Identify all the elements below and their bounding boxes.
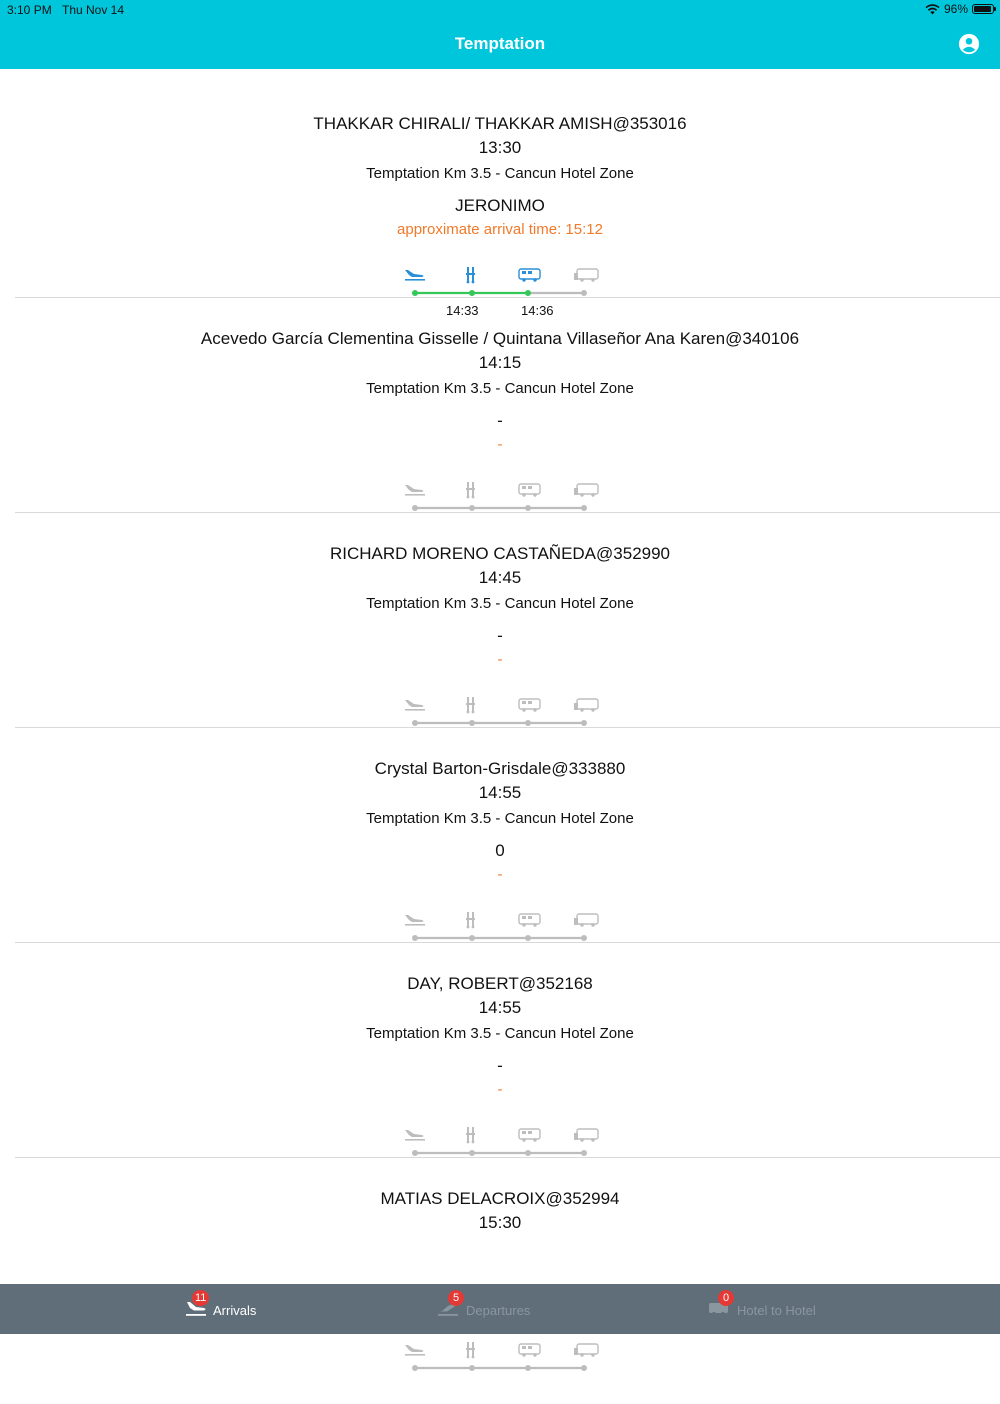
progress-tracker (404, 264, 600, 298)
card-divider (15, 297, 1000, 298)
tab-badge: 5 (448, 1290, 464, 1306)
passenger-name: Crystal Barton-Grisdale@333880 (374, 759, 626, 778)
progress-dot (412, 935, 418, 941)
hotel-name: Temptation Km 3.5 - Cancun Hotel Zone (366, 380, 634, 397)
progress-tracker-wrap (404, 909, 600, 943)
hotel-name: Temptation Km 3.5 - Cancun Hotel Zone (366, 810, 634, 827)
progress-tracker-wrap (404, 1124, 600, 1158)
plane-landing-icon (405, 485, 425, 496)
van-hotel-icon (574, 699, 598, 712)
baggage-icon (466, 1342, 475, 1358)
passenger-name: THAKKAR CHIRALI/ THAKKAR AMISH@353016 (313, 114, 687, 133)
card-divider (15, 942, 1000, 943)
baggage-icon (466, 697, 475, 713)
baggage-icon (466, 1127, 475, 1143)
tab-label: Arrivals (213, 1303, 257, 1318)
tab-label: Hotel to Hotel (737, 1303, 816, 1318)
progress-tracker (404, 1124, 600, 1158)
van-icon (519, 1344, 540, 1357)
baggage-icon (466, 912, 475, 928)
progress-dot (469, 1365, 475, 1371)
tab-bar (0, 1284, 1000, 1334)
progress-dot (412, 290, 418, 296)
eta-text: - (497, 1081, 503, 1098)
van-hotel-icon (574, 914, 598, 927)
baggage-icon (466, 482, 475, 498)
progress-dot (412, 1365, 418, 1371)
van-hotel-icon (574, 484, 598, 497)
progress-dot (469, 935, 475, 941)
driver-name: - (497, 626, 503, 645)
progress-dot (412, 1150, 418, 1156)
progress-dot (525, 720, 531, 726)
eta-text: - (497, 866, 503, 883)
status-bar (0, 0, 1000, 20)
progress-dot (525, 290, 531, 296)
card-divider (15, 727, 1000, 728)
eta-text: - (497, 436, 503, 453)
progress-dot (525, 1150, 531, 1156)
progress-dot (525, 935, 531, 941)
progress-dot (581, 1365, 587, 1371)
arrival-time: 13:30 (478, 138, 522, 157)
status-date: Thu Nov 14 (62, 3, 125, 17)
arrival-time: 14:55 (478, 783, 522, 802)
arrival-time: 15:30 (478, 1213, 522, 1232)
tab-hotel-to-hotel[interactable] (708, 1284, 868, 1334)
passenger-name: Acevedo García Clementina Gisselle / Quintana Villaseñor Ana Karen@340106 (200, 329, 800, 348)
progress-dot (581, 720, 587, 726)
hotel-name: Temptation Km 3.5 - Cancun Hotel Zone (366, 165, 634, 182)
progress-dot (469, 290, 475, 296)
card-divider (15, 512, 1000, 513)
progress-dot (581, 935, 587, 941)
progress-dot (525, 505, 531, 511)
van-icon (519, 699, 540, 712)
baggage-icon (466, 267, 475, 283)
battery-percent: 96% (943, 2, 968, 16)
progress-dot (412, 720, 418, 726)
passenger-name: MATIAS DELACROIX@352994 (380, 1189, 620, 1208)
van-icon (519, 914, 540, 927)
wifi-icon (925, 4, 940, 15)
driver-name: - (497, 411, 503, 430)
plane-landing-icon (405, 270, 425, 281)
plane-landing-icon (405, 1345, 425, 1356)
account-circle-icon[interactable] (958, 33, 980, 55)
eta-text: - (497, 651, 503, 668)
card-divider (15, 1157, 1000, 1158)
tab-label: Departures (466, 1303, 531, 1318)
progress-tracker (404, 479, 600, 513)
hotel-name: Temptation Km 3.5 - Cancun Hotel Zone (366, 595, 634, 612)
progress-tracker (404, 909, 600, 943)
battery-icon (972, 4, 994, 14)
progress-dot (469, 1150, 475, 1156)
progress-dot (469, 720, 475, 726)
arrivals-list[interactable] (0, 69, 1000, 1232)
status-right (925, 2, 994, 16)
page-title: Temptation (454, 34, 546, 53)
van-icon (519, 484, 540, 497)
passenger-name: DAY, ROBERT@352168 (407, 974, 593, 993)
tab-arrivals[interactable] (186, 1284, 346, 1334)
passenger-name: RICHARD MORENO CASTAÑEDA@352990 (329, 544, 671, 563)
progress-dot (469, 505, 475, 511)
progress-dot (581, 505, 587, 511)
van-icon (519, 1129, 540, 1142)
arrival-time: 14:55 (478, 998, 522, 1017)
step-time: 14:36 (521, 303, 554, 318)
progress-dot (581, 290, 587, 296)
progress-tracker-wrap (404, 479, 600, 513)
progress-tracker (404, 694, 600, 728)
progress-tracker-wrap (404, 264, 600, 298)
step-time: 14:33 (446, 303, 479, 318)
progress-tracker-wrap (404, 694, 600, 728)
progress-dot (525, 1365, 531, 1371)
driver-name: - (497, 1056, 503, 1075)
progress-tracker-wrap (404, 1339, 600, 1373)
plane-landing-icon (405, 915, 425, 926)
hotel-name: Temptation Km 3.5 - Cancun Hotel Zone (366, 1025, 634, 1042)
driver-name: 0 (495, 841, 505, 860)
tab-departures[interactable] (438, 1284, 598, 1334)
plane-landing-icon (405, 700, 425, 711)
tab-badge: 11 (192, 1290, 209, 1306)
arrival-time: 14:45 (478, 568, 522, 587)
eta-text: approximate arrival time: 15:12 (397, 221, 603, 238)
nav-bar (0, 20, 1000, 69)
tab-badge: 0 (718, 1290, 734, 1306)
progress-dot (412, 505, 418, 511)
van-hotel-icon (574, 1129, 598, 1142)
status-time: 3:10 PM (7, 3, 52, 17)
progress-dot (581, 1150, 587, 1156)
van-icon (519, 269, 540, 282)
driver-name: JERONIMO (455, 196, 545, 215)
plane-landing-icon (405, 1130, 425, 1141)
van-hotel-icon (574, 269, 598, 282)
progress-tracker (404, 1339, 600, 1373)
arrival-time: 14:15 (478, 353, 522, 372)
van-hotel-icon (574, 1344, 598, 1357)
